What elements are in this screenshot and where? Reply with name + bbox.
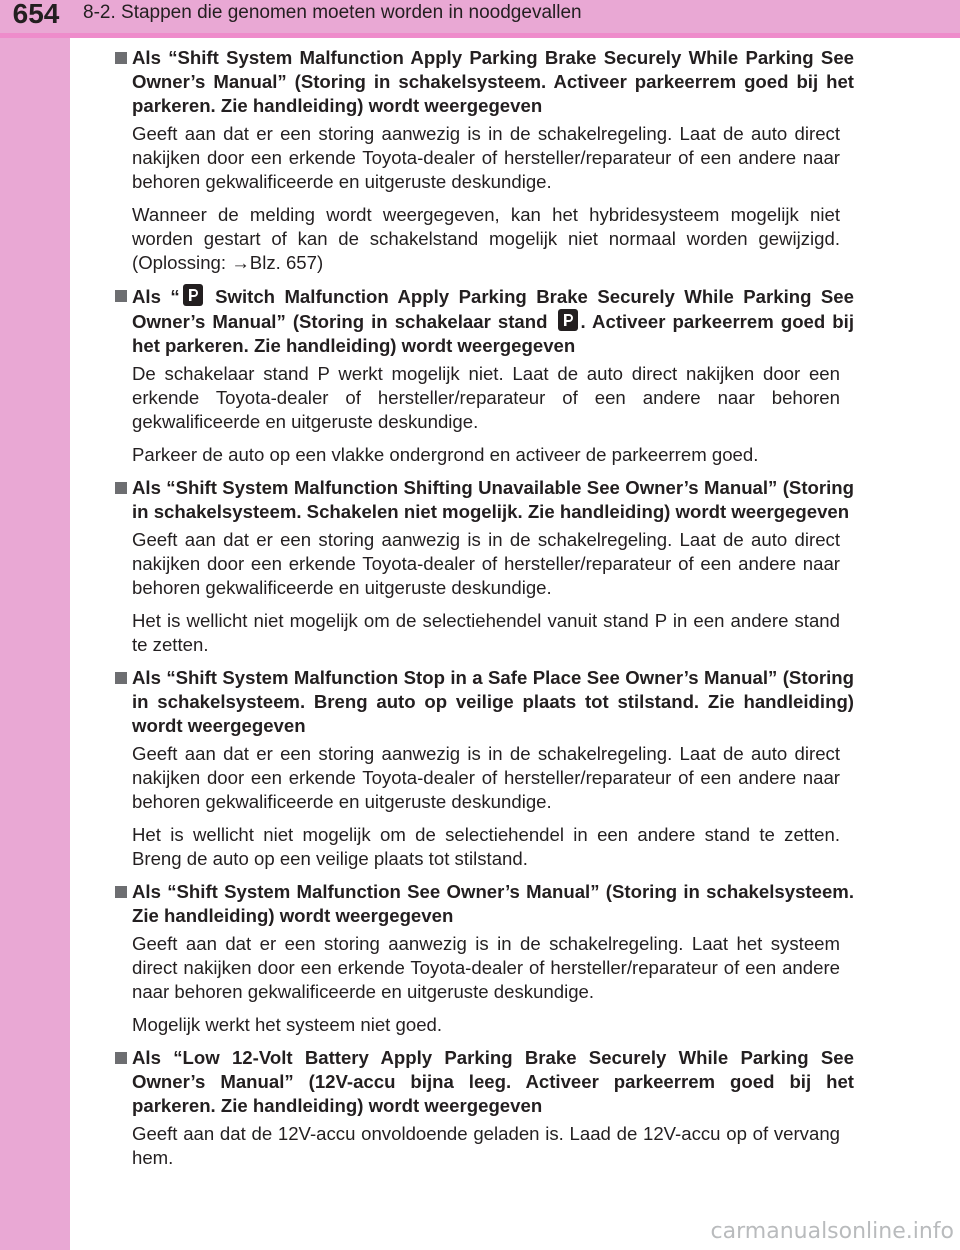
parking-p-icon xyxy=(558,309,578,331)
heading-text: Als “Low 12-Volt Battery Apply Parking Brake Securely While Parking See Owner’s Manual” (12V-accu bijna leeg. Activeer parkeerrem goed bij het parkeren. Zie handleiding) wordt weergegeven xyxy=(132,1047,854,1116)
section-heading-6 xyxy=(112,1046,854,1118)
paragraph: Geeft aan dat er een storing aanwezig is in de schakelregeling. Laat de auto direct nakijken door een erkende Toyota-dealer of hersteller/reparateur of een andere naar behoren gekwalificeerde en uitgeruste deskundige. xyxy=(132,123,840,192)
section-heading-5 xyxy=(112,880,854,928)
paragraph: Het is wellicht niet mogelijk om de selectiehendel in een andere stand te zetten. Breng de auto op een veilige plaats tot stilstand. xyxy=(132,824,840,869)
watermark: carmanualsonline.info xyxy=(710,1219,954,1244)
page-sidebar xyxy=(0,0,70,1250)
paragraph: Geeft aan dat de 12V-accu onvoldoende geladen is. Laad de 12V-accu op of vervang hem. xyxy=(132,1123,840,1168)
heading-text: Als “Shift System Malfunction Shifting Unavailable See Owner’s Manual” (Storing in schakelsysteem. Schakelen niet mogelijk. Zie handleiding) wordt weergegeven xyxy=(132,477,854,522)
paragraph: Geeft aan dat er een storing aanwezig is in de schakelregeling. Laat het systeem direct nakijken door een erkende Toyota-dealer of hersteller/reparateur of een andere naar behoren gekwalificeerde en uitgeruste deskundige. xyxy=(132,933,840,1002)
bullet-square-icon xyxy=(115,482,127,494)
heading-text: Switch Malfunction Apply Parking Brake Securely While Parking See Owner’s Manual” (Storing in schakelaar stand xyxy=(132,286,854,332)
paragraph: Geeft aan dat er een storing aanwezig is in de schakelregeling. Laat de auto direct nakijken door een erkende Toyota-dealer of hersteller/reparateur of een andere naar behoren gekwalificeerde en uitgeruste deskundige. xyxy=(132,529,840,598)
bullet-square-icon xyxy=(115,886,127,898)
heading-text: Als “ xyxy=(132,286,180,307)
page-number: 654 xyxy=(12,0,60,29)
heading-text: Als “Shift System Malfunction Apply Parking Brake Securely While Parking See Owner’s Manual” (Storing in schakelsysteem. Activeer parkeerrem goed bij het parkeren. Zie handleiding) wordt weergegeven xyxy=(132,47,854,116)
heading-text: Als “Shift System Malfunction See Owner’s Manual” (Storing in schakelsysteem. Zie handleiding) wordt weergegeven xyxy=(132,881,854,926)
section-heading-4 xyxy=(112,666,854,738)
section-title: 8-2. Stappen die genomen moeten worden in noodgevallen xyxy=(83,2,582,23)
parking-p-icon xyxy=(183,284,203,306)
bullet-square-icon xyxy=(115,1052,127,1064)
paragraph: Het is wellicht niet mogelijk om de selectiehendel vanuit stand P in een andere stand te zetten. xyxy=(132,610,840,655)
section-heading-2 xyxy=(112,284,854,358)
heading-text: Als “Shift System Malfunction Stop in a Safe Place See Owner’s Manual” (Storing in schakelsysteem. Breng auto op veilige plaats tot stilstand. Zie handleiding) wordt weergegeven xyxy=(132,667,854,736)
paragraph: De schakelaar stand P werkt mogelijk niet. Laat de auto direct nakijken door een erkende Toyota-dealer of hersteller/reparateur of een andere naar behoren gekwalificeerde en uitgeruste deskundige. xyxy=(132,363,840,432)
page-content xyxy=(112,46,854,1178)
header-divider xyxy=(0,33,960,38)
bullet-square-icon xyxy=(115,290,127,302)
section-heading-3 xyxy=(112,476,854,524)
paragraph: Wanneer de melding wordt weergegeven, kan het hybridesysteem mogelijk niet worden gestart of kan de schakelstand mogelijk niet normaal worden gewijzigd. (Oplossing: →Blz. 657) xyxy=(132,204,840,273)
paragraph: Geeft aan dat er een storing aanwezig is in de schakelregeling. Laat de auto direct nakijken door een erkende Toyota-dealer of hersteller/reparateur of een andere naar behoren gekwalificeerde en uitgeruste deskundige. xyxy=(132,743,840,812)
paragraph: Parkeer de auto op een vlakke ondergrond en activeer de parkeerrem goed. xyxy=(132,444,759,465)
section-heading-1 xyxy=(112,46,854,118)
bullet-square-icon xyxy=(115,52,127,64)
heading-text: . Activeer parkeerrem goed bij het parkeren. Zie handleiding) wordt weergegeven xyxy=(132,311,854,356)
paragraph: Mogelijk werkt het systeem niet goed. xyxy=(132,1014,443,1035)
bullet-square-icon xyxy=(115,672,127,684)
